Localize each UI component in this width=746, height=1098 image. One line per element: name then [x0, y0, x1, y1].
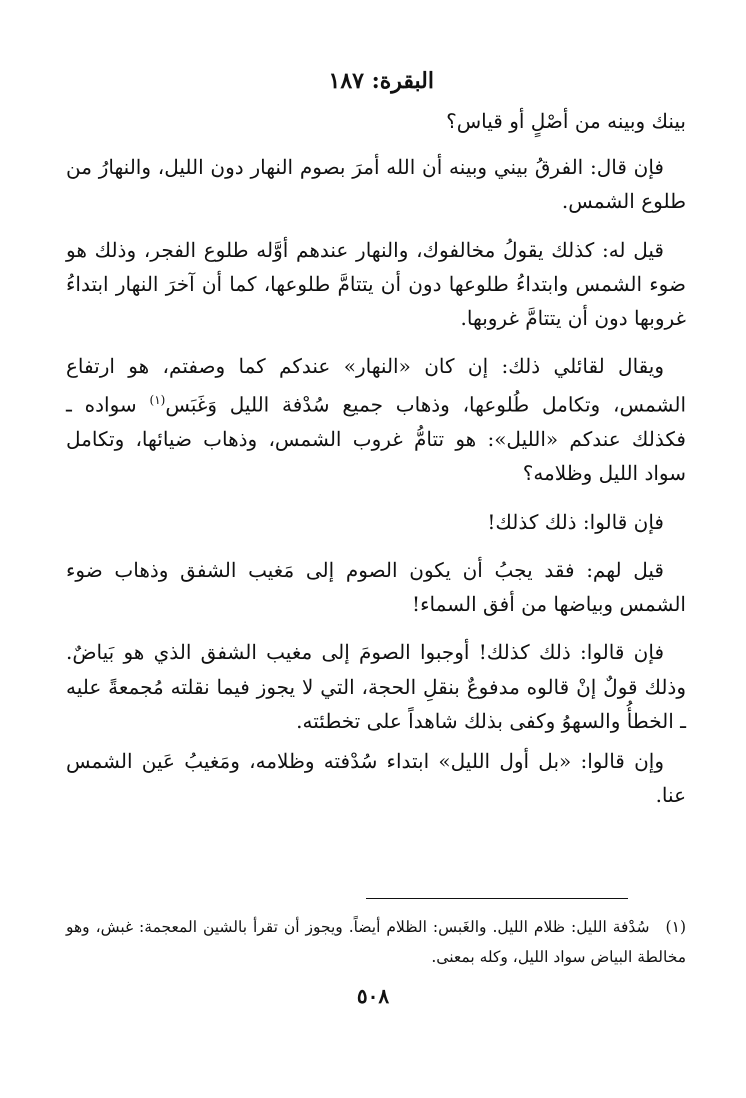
- paragraph-3: قيل له: كذلك يقولُ مخالفوك، والنهار عندهم أوَّله طلوع الفجر، وذلك هو ضوء الشمس وابتداءُ طلوعها دون أن يتتامَّ طلوعها، كما أن آخرَ النهار ابتداءُ غروبها دون أن يتتامَّ غروبها.: [66, 237, 686, 331]
- paragraph-7: فإن قالوا: ذلك كذلك! أوجبوا الصومَ إلى مغيب الشفق الذي هو بَياضٌ. وذلك قولٌ إنْ قالوه مدفوعٌ بنقلِ الحجة، التي لا يجوز فيما نقلته مُجمعةً عليه ـ الخطأُ والسهوُ وكفى بذلك شاهداً على تخطئته.: [66, 640, 686, 733]
- footnote-marker: (١): [665, 918, 686, 936]
- paragraph-4-text-start: ويقال لقائلي ذلك: إن كان «النهار» عندكم كما وصفتم، هو ارتفاع الشمس، وتكامل طُلوعها، وذهاب جميع سُدْفة الليل وَغَبَس: [66, 354, 687, 418]
- footnote-text: سُدْفة الليل: ظلام الليل. والغَبس: الظلام أيضاً. ويجوز أن تقرأ بالشين المعجمة: غبش، وهو مخالطة البياض سواد الليل، وكله بمعنى.: [66, 918, 686, 966]
- footnote-divider: [366, 898, 628, 899]
- paragraph-8: وإن قالوا: «بل أول الليل» ابتداء سُدْفته وظلامه، ومَغيبُ عَين الشمس عنا.: [66, 748, 686, 808]
- main-text: [66, 104, 686, 826]
- paragraph-4-text-end: سواده ـ فكذلك عندكم «الليل»: هو تتامُّ غروب الشمس، وذهاب ضيائها، وتكامل سواد الليل وظلامه؟: [66, 393, 686, 486]
- paragraph-4: [66, 349, 686, 490]
- page-number: ٥٠٨: [356, 984, 390, 1008]
- running-header: البقرة: ١٨٧: [328, 68, 434, 94]
- footnote-reference: (١): [149, 393, 166, 408]
- paragraph-2: فإن قال: الفرقُ بيني وبينه أن الله أمرَ بصوم النهار دون الليل، والنهارُ من طلوع الشمس.: [66, 155, 686, 214]
- paragraph-5: فإن قالوا: ذلك كذلك!: [487, 509, 664, 534]
- footnote: [66, 912, 686, 972]
- paragraph-1: بينك وبينه من أصْلٍ أو قياس؟: [446, 109, 686, 133]
- paragraph-6: قيل لهم: فقد يجبُ أن يكون الصوم إلى مَغيب الشفق وذهاب ضوء الشمس وبياضها من أفق السماء!: [66, 557, 686, 617]
